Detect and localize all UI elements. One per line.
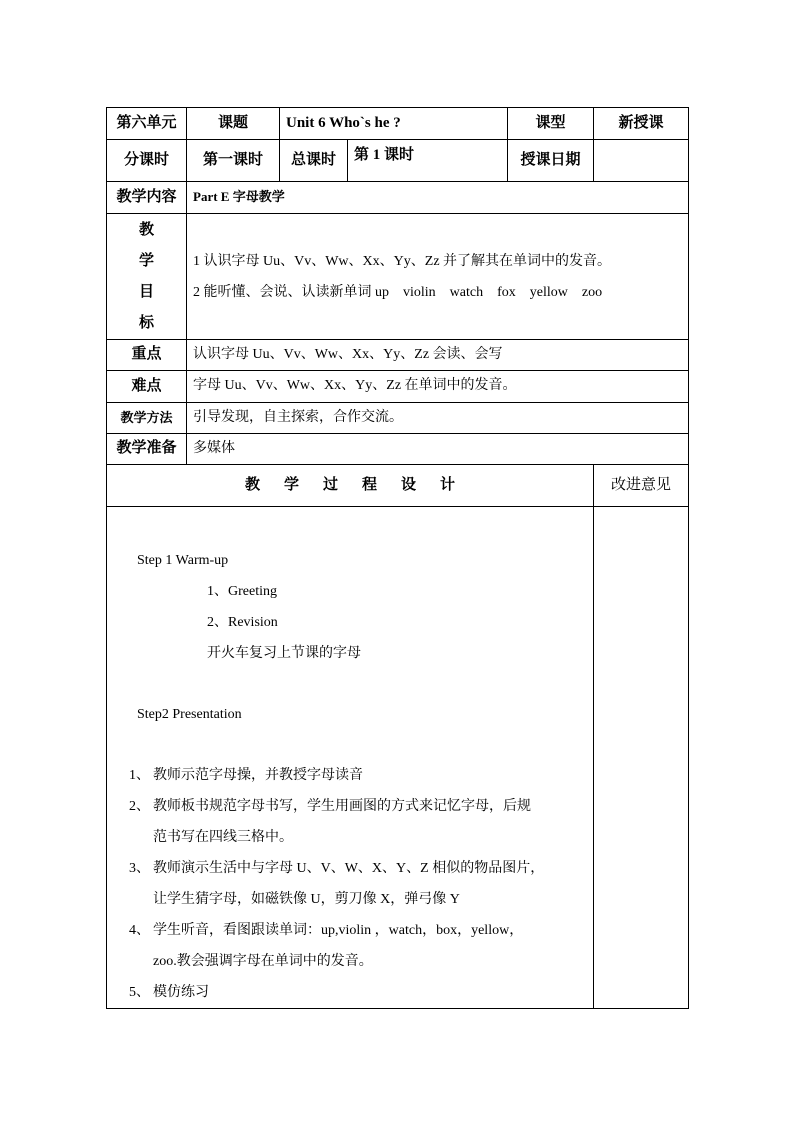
step2-title: Step2 Presentation <box>137 707 242 722</box>
process-heading: 教学过程设计 <box>107 465 594 507</box>
item-line: 范书写在四线三格中。 <box>153 830 293 845</box>
row-key-points <box>107 340 689 371</box>
presentation-item <box>107 853 593 915</box>
presentation-item <box>107 915 593 977</box>
item-number: 2、 <box>129 799 150 814</box>
type-value: 新授课 <box>594 108 689 140</box>
item-line: zoo.教会强调字母在单词中的发音。 <box>153 954 373 969</box>
lesson-label: 分课时 <box>107 140 187 182</box>
presentation-item <box>107 760 593 791</box>
row-preparation <box>107 434 689 465</box>
row-difficulties <box>107 371 689 403</box>
row-process-heading <box>107 465 689 507</box>
improve-notes-cell <box>594 507 689 1009</box>
improve-heading: 改进意见 <box>594 465 689 507</box>
objective-item: 1 认识字母 Uu、Vv、Ww、Xx、Yy、Zz 并了解其在单词中的发音。 <box>193 253 612 269</box>
step1-item: 1、Greeting <box>207 584 277 599</box>
row-content <box>107 182 689 214</box>
process-body <box>107 507 594 1009</box>
key-points-label: 重点 <box>107 340 187 371</box>
step1-title: Step 1 Warm-up <box>137 553 229 568</box>
item-line: 学生听音，看图跟读单词：up,violin ，watch，box，yellow， <box>153 923 524 938</box>
row-objectives <box>107 214 689 340</box>
topic-label: 课题 <box>187 108 280 140</box>
item-line: 教师板书规范字母书写，学生用画图的方式来记忆字母，后规 <box>153 799 531 814</box>
objectives-label-char: 目 <box>138 283 154 300</box>
item-number: 3、 <box>129 861 150 876</box>
unit-cell: 第六单元 <box>107 108 187 140</box>
lesson-plan-page <box>106 107 688 1009</box>
objectives-label-char: 学 <box>138 252 154 269</box>
item-line: 模仿练习 <box>153 985 209 1000</box>
date-value <box>594 140 689 182</box>
objectives-label <box>107 214 187 340</box>
step1-item: 开火车复习上节课的字母 <box>207 646 361 661</box>
presentation-item <box>107 791 593 853</box>
objectives-label-char: 标 <box>138 314 154 331</box>
lesson-plan-table <box>106 107 689 1009</box>
step1-item: 2、Revision <box>207 615 278 630</box>
total-value: 第 1 课时 <box>348 140 508 182</box>
item-number: 1、 <box>129 768 150 783</box>
row-unit <box>107 108 689 140</box>
objectives-label-char: 教 <box>138 221 154 238</box>
row-lesson <box>107 140 689 182</box>
objective-item: 2 能听懂、会说、认读新单词 up violin watch fox yellow zoo <box>193 284 603 300</box>
method-value: 引导发现，自主探索，合作交流。 <box>187 403 689 434</box>
preparation-label: 教学准备 <box>107 434 187 465</box>
item-number: 4、 <box>129 923 150 938</box>
row-process-body <box>107 507 689 1009</box>
type-label: 课型 <box>508 108 594 140</box>
topic-value: Unit 6 Who`s he ? <box>280 108 508 140</box>
content-value: Part E 字母教学 <box>187 182 689 214</box>
content-label: 教学内容 <box>107 182 187 214</box>
lesson-value: 第一课时 <box>187 140 280 182</box>
key-points-value: 认识字母 Uu、Vv、Ww、Xx、Yy、Zz 会读、会写 <box>187 340 689 371</box>
item-number: 5、 <box>129 985 150 1000</box>
item-line: 教师演示生活中与字母 U、V、W、X、Y、Z 相似的物品图片， <box>153 861 545 876</box>
item-line: 教师示范字母操，并教授字母读音 <box>153 768 363 783</box>
row-method <box>107 403 689 434</box>
difficulties-value: 字母 Uu、Vv、Ww、Xx、Yy、Zz 在单词中的发音。 <box>187 371 689 403</box>
method-label: 教学方法 <box>107 403 187 434</box>
total-label: 总课时 <box>280 140 348 182</box>
item-line: 让学生猜字母，如磁铁像 U，剪刀像 X，弹弓像 Y <box>153 892 460 907</box>
preparation-value: 多媒体 <box>187 434 689 465</box>
date-label: 授课日期 <box>508 140 594 182</box>
objectives-text <box>187 214 689 340</box>
presentation-item <box>107 977 593 1008</box>
difficulties-label: 难点 <box>107 371 187 403</box>
